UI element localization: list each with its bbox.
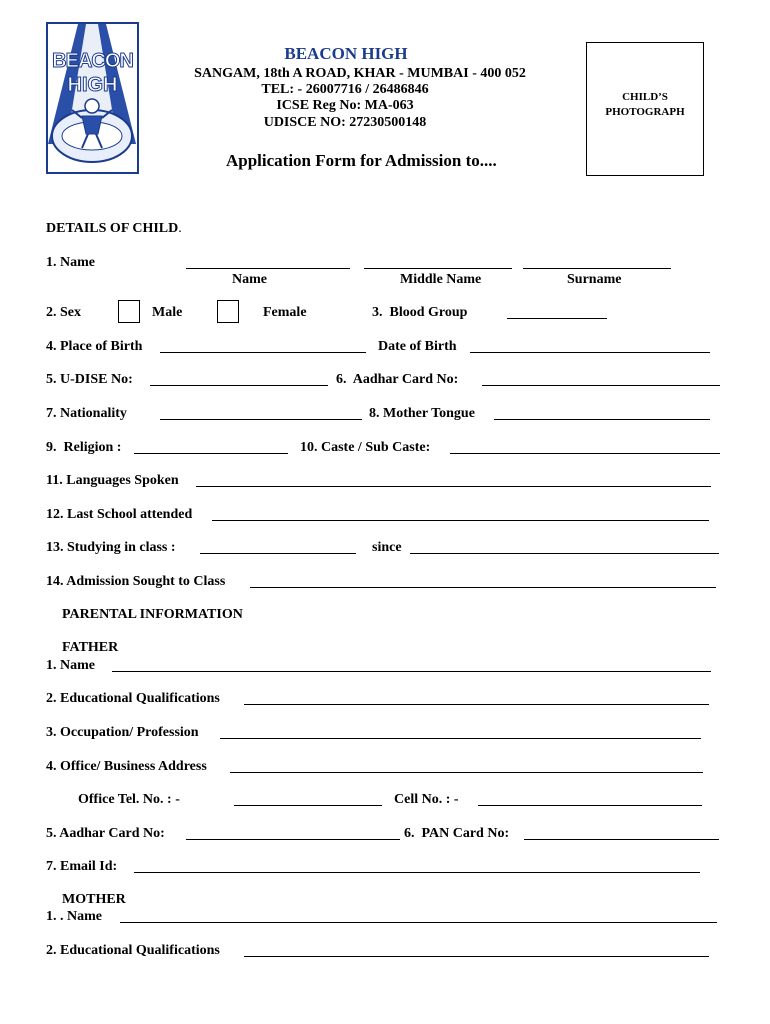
photo-label-line2: PHOTOGRAPH <box>605 106 685 118</box>
father-aadhar-field[interactable] <box>186 839 400 840</box>
school-reg: ICSE Reg No: MA-063 <box>276 98 414 113</box>
languages-label: 11. Languages Spoken <box>46 473 179 488</box>
form-title: Application Form for Admission to.... <box>226 151 497 170</box>
last-school-label: 12. Last School attended <box>46 507 193 522</box>
father-name-label: 1. Name <box>46 658 95 673</box>
section-details-of-child <box>46 221 182 237</box>
date-of-birth-field[interactable] <box>470 352 710 353</box>
child-sex-label: 2. Sex <box>46 305 81 320</box>
father-pan-label: 6. PAN Card No: <box>404 826 510 841</box>
male-checkbox[interactable] <box>118 300 140 323</box>
school-udise: UDISCE NO: 27230500148 <box>263 115 427 130</box>
mother-name-field[interactable] <box>120 922 717 923</box>
child-name-label: 1. Name <box>46 255 95 270</box>
studying-label: 13. Studying in class : <box>46 540 176 555</box>
child-aadhar-field[interactable] <box>482 385 720 386</box>
since-label: since <box>372 540 402 555</box>
father-occupation-label: 3. Occupation/ Profession <box>46 725 199 740</box>
father-email-field[interactable] <box>134 872 700 873</box>
father-email-label: 7. Email Id: <box>46 859 118 874</box>
section-parental-info: PARENTAL INFORMATION <box>62 607 243 622</box>
father-office-tel-field[interactable] <box>234 805 382 806</box>
father-cell-field[interactable] <box>478 805 702 806</box>
blood-group-field[interactable] <box>507 318 607 319</box>
caste-label: 10. Caste / Sub Caste: <box>300 440 431 455</box>
languages-field[interactable] <box>196 486 711 487</box>
place-of-birth-field[interactable] <box>160 352 366 353</box>
child-name-sub-first: Name <box>232 272 267 287</box>
child-photograph-box[interactable] <box>586 42 704 176</box>
school-name: BEACON HIGH <box>284 44 408 63</box>
child-aadhar-label: 6. Aadhar Card No: <box>336 372 459 387</box>
religion-field[interactable] <box>134 453 288 454</box>
section-details-dot: . <box>178 221 182 236</box>
photo-label-line1: CHILD’S <box>622 91 668 103</box>
father-office-address-label: 4. Office/ Business Address <box>46 759 207 774</box>
father-education-label: 2. Educational Qualifications <box>46 691 220 706</box>
logo-text-beacon: BEACON <box>52 50 133 72</box>
admission-field[interactable] <box>250 587 716 588</box>
nationality-field[interactable] <box>160 419 362 420</box>
father-education-field[interactable] <box>244 704 709 705</box>
udise-label: 5. U-DISE No: <box>46 372 133 387</box>
child-middle-name-field[interactable] <box>364 268 512 269</box>
since-field[interactable] <box>410 553 719 554</box>
place-of-birth-label: 4. Place of Birth <box>46 339 143 354</box>
beacon-logo-icon <box>48 24 137 172</box>
last-school-field[interactable] <box>212 520 709 521</box>
mother-heading: MOTHER <box>62 892 126 907</box>
studying-field[interactable] <box>200 553 356 554</box>
female-label: Female <box>263 305 307 320</box>
caste-field[interactable] <box>450 453 720 454</box>
father-heading: FATHER <box>62 640 119 655</box>
school-tel: TEL: - 26007716 / 26486846 <box>261 82 429 97</box>
father-cell-label: Cell No. : - <box>394 792 459 807</box>
admission-label: 14. Admission Sought to Class <box>46 574 226 589</box>
mother-name-label: 1. . Name <box>46 909 102 924</box>
mother-education-label: 2. Educational Qualifications <box>46 943 220 958</box>
male-label: Male <box>152 305 183 320</box>
mother-tongue-field[interactable] <box>494 419 710 420</box>
father-office-tel-label: Office Tel. No. : - <box>78 792 180 807</box>
father-name-field[interactable] <box>112 671 711 672</box>
religion-label: 9. Religion : <box>46 440 122 455</box>
school-address: SANGAM, 18th A ROAD, KHAR - MUMBAI - 400 052 <box>194 66 526 81</box>
female-checkbox[interactable] <box>217 300 239 323</box>
child-first-name-field[interactable] <box>186 268 350 269</box>
father-occupation-field[interactable] <box>220 738 701 739</box>
logo-text-high: HIGH <box>67 74 118 96</box>
father-pan-field[interactable] <box>524 839 719 840</box>
school-logo <box>46 22 139 174</box>
child-name-sub-middle: Middle Name <box>400 272 482 287</box>
child-name-sub-surname: Surname <box>567 272 622 287</box>
child-surname-field[interactable] <box>523 268 671 269</box>
mother-education-field[interactable] <box>244 956 709 957</box>
nationality-label: 7. Nationality <box>46 406 127 421</box>
udise-field[interactable] <box>150 385 328 386</box>
father-office-address-field[interactable] <box>230 772 703 773</box>
blood-group-label: 3. Blood Group <box>372 305 468 320</box>
mother-tongue-label: 8. Mother Tongue <box>369 406 475 421</box>
section-details-label: DETAILS OF CHILD <box>46 221 179 236</box>
father-aadhar-label: 5. Aadhar Card No: <box>46 826 165 841</box>
date-of-birth-label: Date of Birth <box>378 339 457 354</box>
